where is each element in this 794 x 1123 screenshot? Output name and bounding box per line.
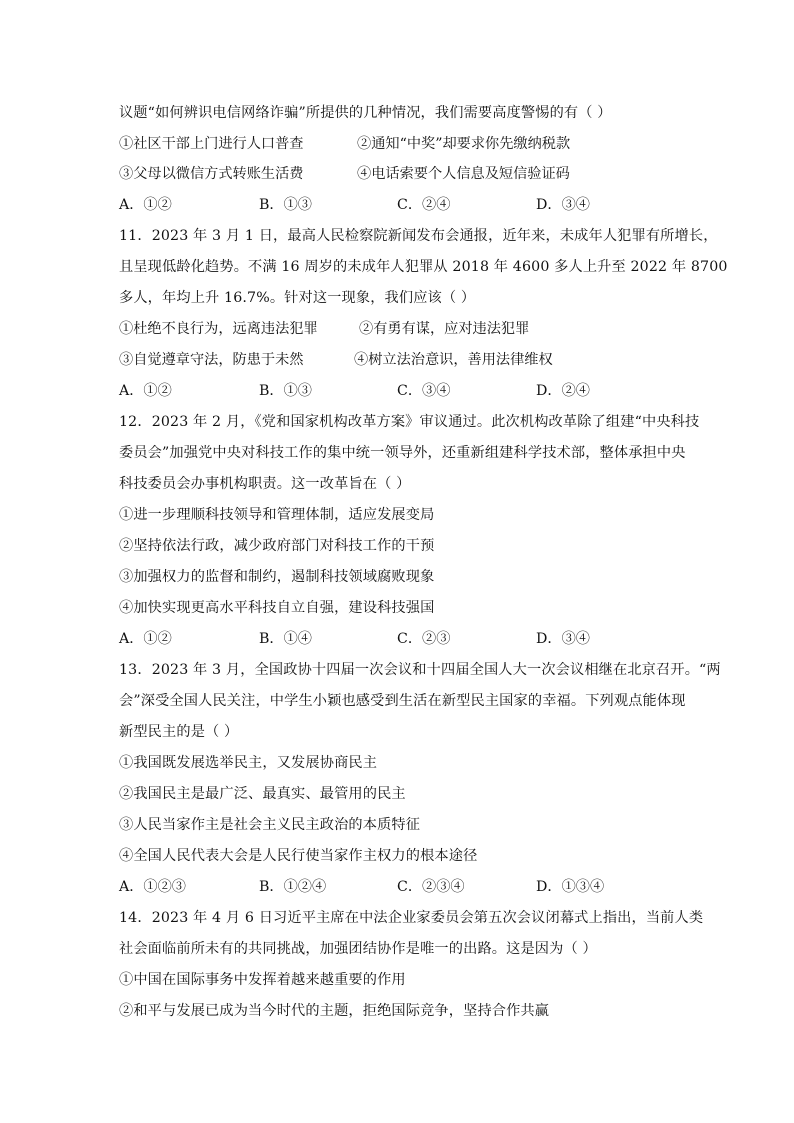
q11-statement-4: ④树立法治意识，善用法律维权 bbox=[354, 352, 553, 368]
q12-stem-line3: 科技委员会办事机构职责。这一改革旨在（ ） bbox=[119, 476, 411, 492]
q13-option-c: C．②③④ bbox=[397, 879, 465, 895]
q12-statement-2: ②坚持依法行政，减少政府部门对科技工作的干预 bbox=[119, 538, 435, 554]
q12-statement-1: ①进一步理顺科技领导和管理体制，适应发展变局 bbox=[119, 507, 435, 523]
q11-option-b: B．①③ bbox=[259, 383, 312, 399]
q14-stem-line1: 14．2023 年 4 月 6 日习近平主席在中法企业家委员会第五次会议闭幕式上指出，当前人类 bbox=[119, 910, 704, 926]
q11-stem-line1: 11．2023 年 3 月 1 日，最高人民检察院新闻发布会通报，近年来，未成年人犯罪有所增长， bbox=[119, 228, 718, 244]
q10-statement-2: ②通知“中奖”却要求你先缴纳税款 bbox=[357, 136, 571, 152]
q12-option-b: B．①④ bbox=[259, 631, 312, 647]
q10-option-a: A．①② bbox=[119, 197, 172, 213]
q12-statement-3: ③加强权力的监督和制约，遏制科技领域腐败现象 bbox=[119, 569, 435, 585]
q10-option-d: D．③④ bbox=[536, 197, 590, 213]
q12-option-a: A．①② bbox=[119, 631, 172, 647]
q11-option-c: C．③④ bbox=[397, 383, 451, 399]
q10-statement-3: ③父母以微信方式转账生活费 bbox=[119, 166, 304, 182]
q12-statement-4: ④加快实现更高水平科技自立自强，建设科技强国 bbox=[119, 600, 435, 616]
q14-statement-1: ①中国在国际事务中发挥着越来越重要的作用 bbox=[119, 972, 406, 988]
q12-stem-line2: 委员会”加强党中央对科技工作的集中统一领导外，还重新组建科学技术部，整体承担中央 bbox=[119, 445, 686, 461]
q13-stem-line1: 13．2023 年 3 月，全国政协十四届一次会议和十四届全国人大一次会议相继在北京召开。“两 bbox=[119, 662, 721, 678]
q11-option-a: A．①② bbox=[119, 383, 172, 399]
q11-stem-line3: 多人，年均上升 16.7%。针对这一现象，我们应该（ ） bbox=[119, 290, 476, 306]
q13-option-d: D．①③④ bbox=[536, 879, 605, 895]
q11-statement-2: ②有勇有谋，应对违法犯罪 bbox=[359, 321, 530, 337]
q10-statement-1: ①社区干部上门进行人口普查 bbox=[119, 136, 304, 152]
q13-stem-line2: 会”深受全国人民关注，中学生小颖也感受到生活在新型民主国家的幸福。下列观点能体现 bbox=[119, 693, 686, 709]
q11-statement-3: ③自觉遵章守法，防患于未然 bbox=[119, 352, 304, 368]
q13-statement-4: ④全国人民代表大会是人民行使当家作主权力的根本途径 bbox=[119, 848, 478, 864]
q12-option-d: D．③④ bbox=[536, 631, 590, 647]
q10-option-b: B．①③ bbox=[259, 197, 312, 213]
q10-option-c: C．②④ bbox=[397, 197, 451, 213]
q11-stem-line2: 且呈现低龄化趋势。不满 16 周岁的未成年人犯罪从 2018 年 4600 多人上升至 2022 年 8700 bbox=[119, 259, 728, 275]
q14-statement-2: ②和平与发展已成为当今时代的主题，拒绝国际竞争，坚持合作共赢 bbox=[119, 1003, 550, 1019]
q12-option-c: C．②③ bbox=[397, 631, 451, 647]
q13-option-a: A．①②③ bbox=[119, 879, 186, 895]
q13-statement-3: ③人民当家作主是社会主义民主政治的本质特征 bbox=[119, 817, 421, 833]
q12-stem-line1: 12．2023 年 2 月，《党和国家机构改革方案》审议通过。此次机构改革除了组建“中央科技 bbox=[119, 414, 700, 430]
q13-stem-line3: 新型民主的是（ ） bbox=[119, 724, 239, 740]
q10-stem: 议题“如何辨识电信网络诈骗”所提供的几种情况，我们需要高度警惕的有（ ） bbox=[119, 105, 612, 121]
q11-option-d: D．②④ bbox=[536, 383, 590, 399]
q13-statement-1: ①我国既发展选举民主，又发展协商民主 bbox=[119, 755, 378, 771]
q11-statement-1: ①杜绝不良行为，远离违法犯罪 bbox=[119, 321, 318, 337]
q14-stem-line2: 社会面临前所未有的共同挑战，加强团结协作是唯一的出路。这是因为（ ） bbox=[119, 941, 597, 957]
q10-statement-4: ④电话索要个人信息及短信验证码 bbox=[357, 166, 570, 182]
q13-statement-2: ②我国民主是最广泛、最真实、最管用的民主 bbox=[119, 786, 406, 802]
q13-option-b: B．①②④ bbox=[259, 879, 327, 895]
